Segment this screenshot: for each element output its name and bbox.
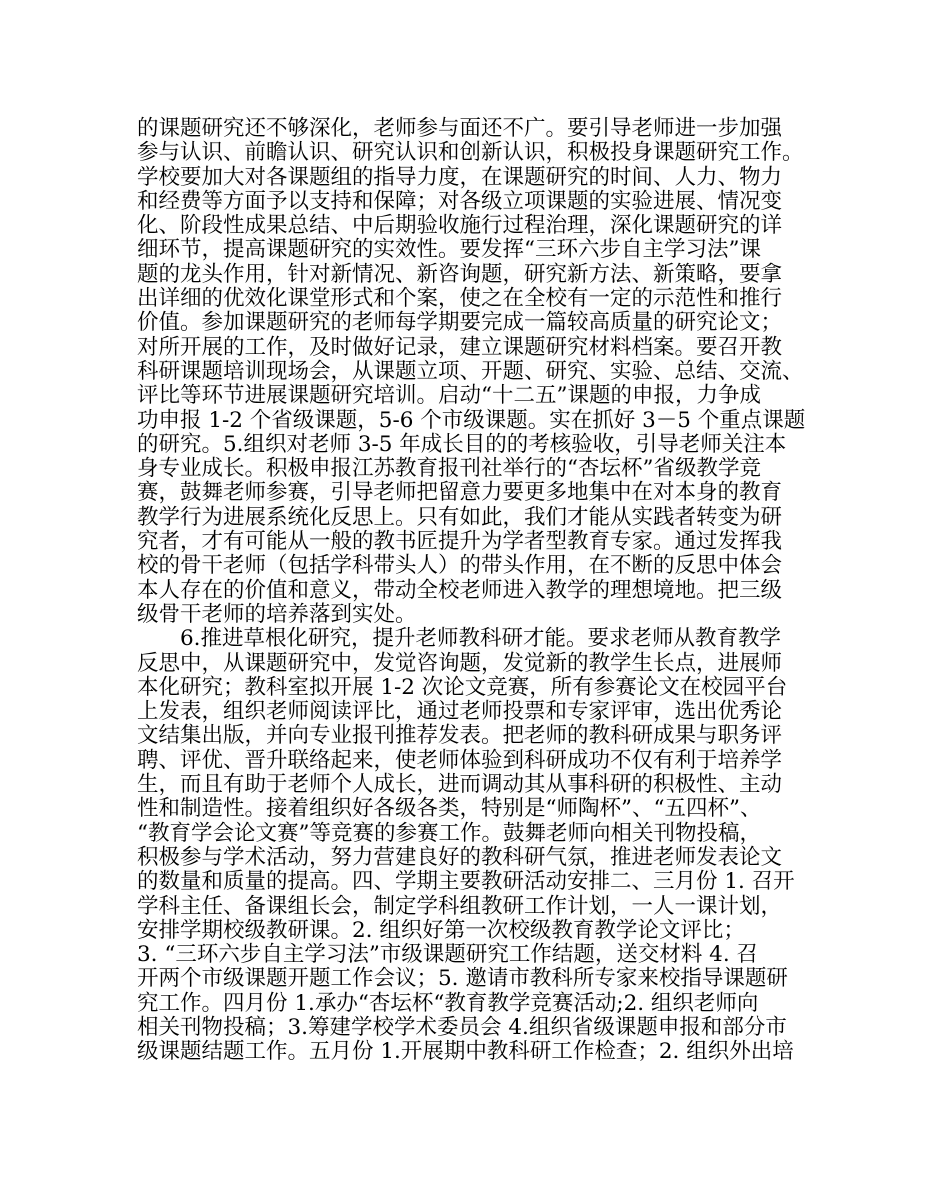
document-body bbox=[137, 117, 817, 1065]
text-line: 价值。参加课题研究的老师每学期要完成一篇较高质量的研究论文； bbox=[137, 310, 783, 336]
text-line: 评比等环节进展课题研究培训。启动“十二五”课题的申报，力争成 bbox=[137, 383, 761, 409]
text-line: 和经费等方面予以支持和保障；对各级立项课题的实验进展、情况变 bbox=[137, 188, 783, 214]
text-line: 赛，鼓舞老师参赛，引导老师把留意力要更多地集中在对本身的教育 bbox=[137, 480, 783, 506]
text-line: 学科主任、备课组长会，制定学科组教研工作计划，一人一课计划， bbox=[137, 893, 783, 919]
text-line: 相关刊物投稿；3.筹建学校学术委员会 4.组织省级课题申报和部分市 bbox=[137, 1014, 787, 1040]
text-line: 开两个市级课题开题工作会议；5. 邀请市教科所专家来校指导课题研 bbox=[137, 966, 788, 992]
text-line: 反思中，从课题研究中，发觉咨询题，发觉新的教学生长点，进展师 bbox=[137, 650, 783, 676]
text-line: 究工作。四月份 1.承办“杏坛杯“教育教学竞赛活动;2. 组织老师向 bbox=[137, 990, 759, 1016]
text-line: 3. “三环六步自主学习法”市级课题研究工作结题，送交材料 4. 召 bbox=[137, 942, 759, 968]
text-line: 级课题结题工作。五月份 1.开展期中教科研工作检查；2. 组织外出培 bbox=[137, 1039, 794, 1065]
text-line: 究者，才有可能从一般的教书匠提升为学者型教育专家。通过发挥我 bbox=[137, 529, 783, 555]
text-line: 本人存在的价值和意义，带动全校老师进入教学的理想境地。把三级 bbox=[137, 577, 783, 603]
text-line: 教学行为进展系统化反思上。只有如此，我们才能从实践者转变为研 bbox=[137, 504, 783, 530]
text-line: 聘、评优、晋升联络起来，使老师体验到科研成功不仅有利于培养学 bbox=[137, 747, 783, 773]
text-line: 的研究。5.组织对老师 3-5 年成长目的的考核验收，引导老师关注本 bbox=[137, 431, 787, 457]
text-line: 对所开展的工作，及时做好记录，建立课题研究材料档案。要召开教 bbox=[137, 334, 783, 360]
text-line: 文结集出版，并向专业报刊推荐发表。把老师的教科研成果与职务评 bbox=[137, 723, 783, 749]
text-line: 安排学期校级教研课。2. 组织好第一次校级教育教学论文评比； bbox=[137, 917, 745, 943]
text-line: 积极参与学术活动，努力营建良好的教科研气氛，推进老师发表论文 bbox=[137, 844, 783, 870]
text-line: 参与认识、前瞻认识、研究认识和创新认识，积极投身课题研究工作。 bbox=[137, 140, 804, 166]
text-line: 科研课题培训现场会，从课题立项、开题、研究、实验、总结、交流、 bbox=[137, 358, 804, 384]
text-line: 身专业成长。积极申报江苏教育报刊社举行的“杏坛杯”省级教学竞 bbox=[137, 456, 761, 482]
text-line: 生，而且有助于老师个人成长，进而调动其从事科研的积极性、主动 bbox=[137, 772, 783, 798]
text-line: 本化研究；教科室拟开展 1-2 次论文竞赛，所有参赛论文在校园平台 bbox=[137, 674, 788, 700]
text-line: 学校要加大对各课题组的指导力度，在课题研究的时间、人力、物力 bbox=[137, 164, 783, 190]
text-line: 校的骨干老师（包括学科带头人）的带头作用，在不断的反思中体会 bbox=[137, 553, 783, 579]
text-line: 上发表，组织老师阅读评比，通过老师投票和专家评审，选出优秀论 bbox=[137, 699, 783, 725]
text-line: 级骨干老师的培养落到实处。 bbox=[137, 601, 417, 627]
text-line: “教育学会论文赛”等竞赛的参赛工作。鼓舞老师向相关刊物投稿， bbox=[137, 820, 761, 846]
text-line: 性和制造性。接着组织好各级各类，特别是“师陶杯”、“五四杯”、 bbox=[137, 796, 762, 822]
text-line: 细环节，提高课题研究的实效性。要发挥“三环六步自主学习法”课 bbox=[137, 237, 761, 263]
text-line: 题的龙头作用，针对新情况、新咨询题，研究新方法、新策略，要拿 bbox=[137, 261, 783, 287]
text-line: 功申报 1-2 个省级课题，5-6 个市级课题。实在抓好 3－5 个重点课题 bbox=[137, 407, 806, 433]
text-line: 化、阶段性成果总结、中后期验收施行过程治理，深化课题研究的详 bbox=[137, 213, 783, 239]
text-line: 的数量和质量的提高。四、学期主要教研活动安排二、三月份 1. 召开 bbox=[137, 869, 795, 895]
text-line: 出详细的优效化课堂形式和个案，使之在全校有一定的示范性和推行 bbox=[137, 286, 783, 312]
paragraph-start-line: 6.推进草根化研究，提升老师教科研才能。要求老师从教育教学 bbox=[137, 626, 782, 652]
text-line: 的课题研究还不够深化，老师参与面还不广。要引导老师进一步加强 bbox=[137, 116, 783, 141]
